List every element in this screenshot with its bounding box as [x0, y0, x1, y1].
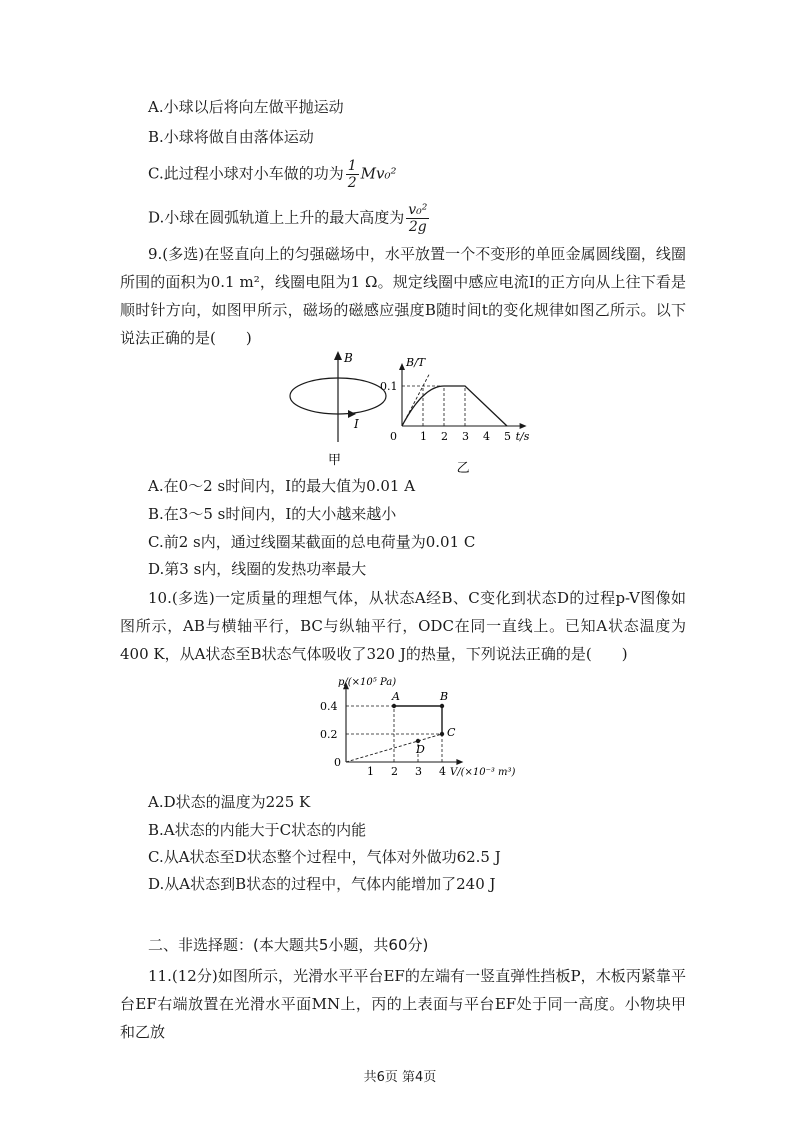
- q9-option-d: D.第3 s内，线圈的发热功率最大: [148, 560, 367, 578]
- q10-option-a: A.D状态的温度为225 K: [148, 793, 311, 811]
- fraction-denominator: 2: [347, 175, 357, 191]
- arrow-up-icon: [334, 351, 342, 360]
- series-b-curve: [402, 386, 507, 426]
- x-axis-label: V/(×10⁻³ m³): [450, 767, 516, 778]
- state-point-A: [392, 704, 396, 708]
- q9-option-c: C.前2 s内，通过线圈某截面的总电荷量为0.01 C: [148, 533, 476, 551]
- q8-option-d: [148, 202, 431, 235]
- state-label-C: C: [447, 726, 456, 739]
- y-tick-label: 0.2: [320, 728, 338, 741]
- x-axis-label: t/s: [515, 430, 530, 443]
- b-field-label: B: [344, 351, 353, 365]
- section-title: 二、非选择题：(本大题共5小题，共60分): [148, 936, 429, 954]
- x-tick-label: 1: [367, 765, 374, 778]
- x-tick-label: 2: [441, 430, 448, 443]
- chart-p-vs-v: [300, 668, 516, 786]
- q9-option-a: A.在0～2 s时间内，I的最大值为0.01 A: [148, 477, 416, 495]
- y-axis-label: p/(×10⁵ Pa): [338, 677, 397, 689]
- q10-option-d: D.从A状态到B状态的过程中，气体内能增加了240 J: [148, 875, 496, 893]
- q8-option-d-prefix: D.小球在圆弧轨道上上升的最大高度为: [148, 208, 405, 227]
- q10-option-b: B.A状态的内能大于C状态的内能: [148, 821, 367, 839]
- y-tick-label: 0.1: [380, 380, 398, 393]
- x-tick-label: 5: [504, 430, 511, 443]
- q9-option-b: B.在3～5 s时间内，I的大小越来越小: [148, 505, 397, 523]
- fraction-numerator: 1: [347, 158, 357, 174]
- q11-stem: 11.(12分)如图所示，光滑水平平台EF的左端有一竖直弹性挡板P，木板丙紧靠平台EF右端放置在光滑水平面MN上，丙的上表面与平台EF处于同一高度。小物块甲和乙放: [120, 967, 686, 1041]
- q9-stem: 9.(多选)在竖直向上的匀强磁场中，水平放置一个不变形的单匝金属圆线圈，线圈所围的面积为0.1 m²，线圈电阻为1 Ω。规定线圈中感应电流I的正方向从上往下看是顺时针方向，如图甲所示，磁场的磁感应强度B随时间t的变化规律如图乙所示。以下说法正确的是( ): [120, 245, 686, 347]
- y-tick-label: 0.4: [320, 700, 338, 713]
- x-tick-label: 3: [415, 765, 422, 778]
- x-tick-label: 4: [439, 765, 446, 778]
- y-axis-arrow-icon: [399, 363, 405, 370]
- page-footer: 共6页 第4页: [363, 1070, 437, 1085]
- series-odc-dashed: [346, 734, 442, 762]
- fraction-numerator: v₀²: [408, 202, 428, 218]
- x-axis-arrow-icon: [456, 759, 463, 765]
- q8-option-c: [148, 158, 397, 191]
- q10-option-c: C.从A状态至D状态整个过程中，气体对外做功62.5 J: [148, 848, 501, 866]
- current-label: I: [354, 417, 359, 431]
- origin-label: 0: [390, 430, 397, 443]
- origin-label: 0: [334, 756, 341, 769]
- q8-option-a: A.小球以后将向左做平抛运动: [148, 98, 344, 116]
- q8-option-c-prefix: C.此过程小球对小车做的功为: [148, 164, 344, 183]
- state-point-B: [440, 704, 444, 708]
- series-abc-path: [394, 706, 442, 734]
- state-label-B: B: [440, 690, 449, 703]
- q8-option-c-fraction: [346, 158, 359, 191]
- x-tick-label: 3: [462, 430, 469, 443]
- state-label-D: D: [416, 743, 425, 756]
- q8-option-b: B.小球将做自由落体运动: [148, 128, 314, 146]
- state-point-C: [440, 732, 444, 736]
- state-label-A: A: [392, 690, 400, 703]
- x-axis-arrow-icon: [520, 423, 527, 429]
- figure-jia-caption: 甲: [328, 453, 342, 468]
- q8-option-c-suffix: Mv₀²: [360, 164, 397, 183]
- fraction-denominator: 2g: [408, 219, 427, 235]
- x-tick-label: 2: [391, 765, 398, 778]
- x-tick-label: 1: [420, 430, 427, 443]
- q8-option-d-fraction: [406, 202, 429, 235]
- chart-caption: 乙: [456, 461, 470, 476]
- q10-stem: 10.(多选)一定质量的理想气体，从状态A经B、C变化到状态D的过程p-V图像如图所示，AB与横轴平行，BC与纵轴平行，ODC在同一直线上。已知A状态温度为400 K，从A状态至B状态气体吸收了320 J的热量，下列说法正确的是( ): [120, 589, 686, 663]
- chart-b-vs-t: [378, 346, 548, 478]
- y-axis-label: B/T: [406, 356, 426, 369]
- x-tick-label: 4: [483, 430, 490, 443]
